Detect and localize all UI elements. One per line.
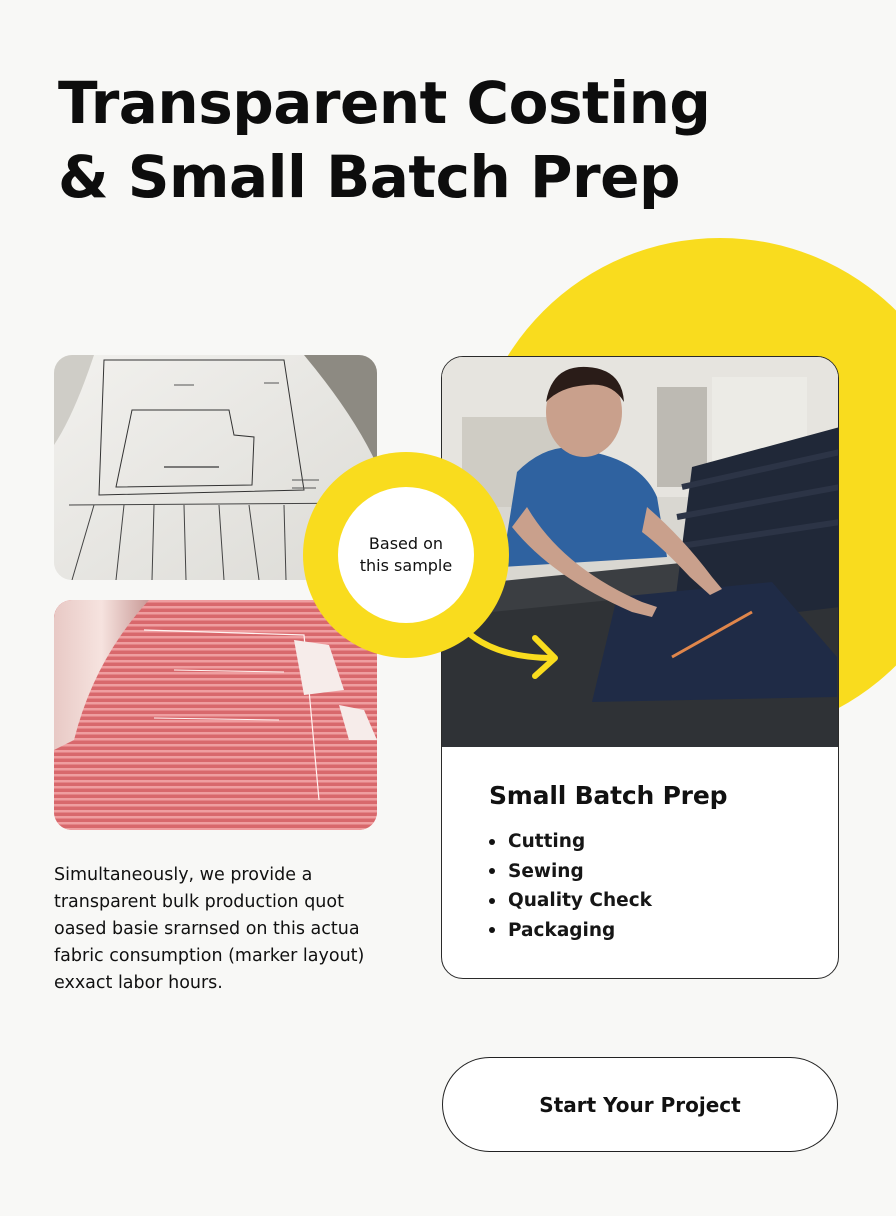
sample-badge: [338, 487, 474, 623]
description-text: [54, 862, 384, 997]
description-line: oased basie srarnsed on this actua: [54, 919, 360, 939]
list-item-label: Packaging: [508, 919, 616, 941]
description-line: fabric consumption (marker layout): [54, 946, 365, 966]
fabric-layout-photo: [54, 600, 377, 830]
list-item: [489, 886, 652, 916]
bullet-icon: [489, 898, 495, 904]
list-item: [489, 916, 652, 946]
fabric-layout-illustration: [54, 600, 377, 830]
card-title: Small Batch Prep: [489, 781, 728, 810]
bullet-icon: [489, 839, 495, 845]
badge-line-1: Based on: [368, 534, 444, 553]
page-title-line-2: & Small Batch Prep: [58, 143, 680, 211]
bullet-icon: [489, 927, 495, 933]
page-title-line-1: Transparent Costing: [58, 69, 711, 137]
list-item-label: Cutting: [508, 831, 586, 852]
description-line: exxact labor hours.: [54, 973, 223, 993]
description-line: Simultaneously, we provide a: [54, 865, 313, 885]
description-line: transparent bulk production quot: [54, 892, 344, 912]
page-title: [58, 66, 818, 214]
bullet-icon: [489, 868, 495, 874]
list-item: [489, 857, 652, 887]
start-project-button[interactable]: Start Your Project: [442, 1057, 838, 1152]
arrow-right-icon: [455, 608, 565, 680]
list-item: [489, 827, 652, 857]
list-item-label: Quality Check: [508, 890, 652, 911]
card-item-list: [489, 827, 652, 945]
badge-line-2: this sample: [359, 556, 453, 575]
list-item-label: Sewing: [508, 860, 584, 882]
